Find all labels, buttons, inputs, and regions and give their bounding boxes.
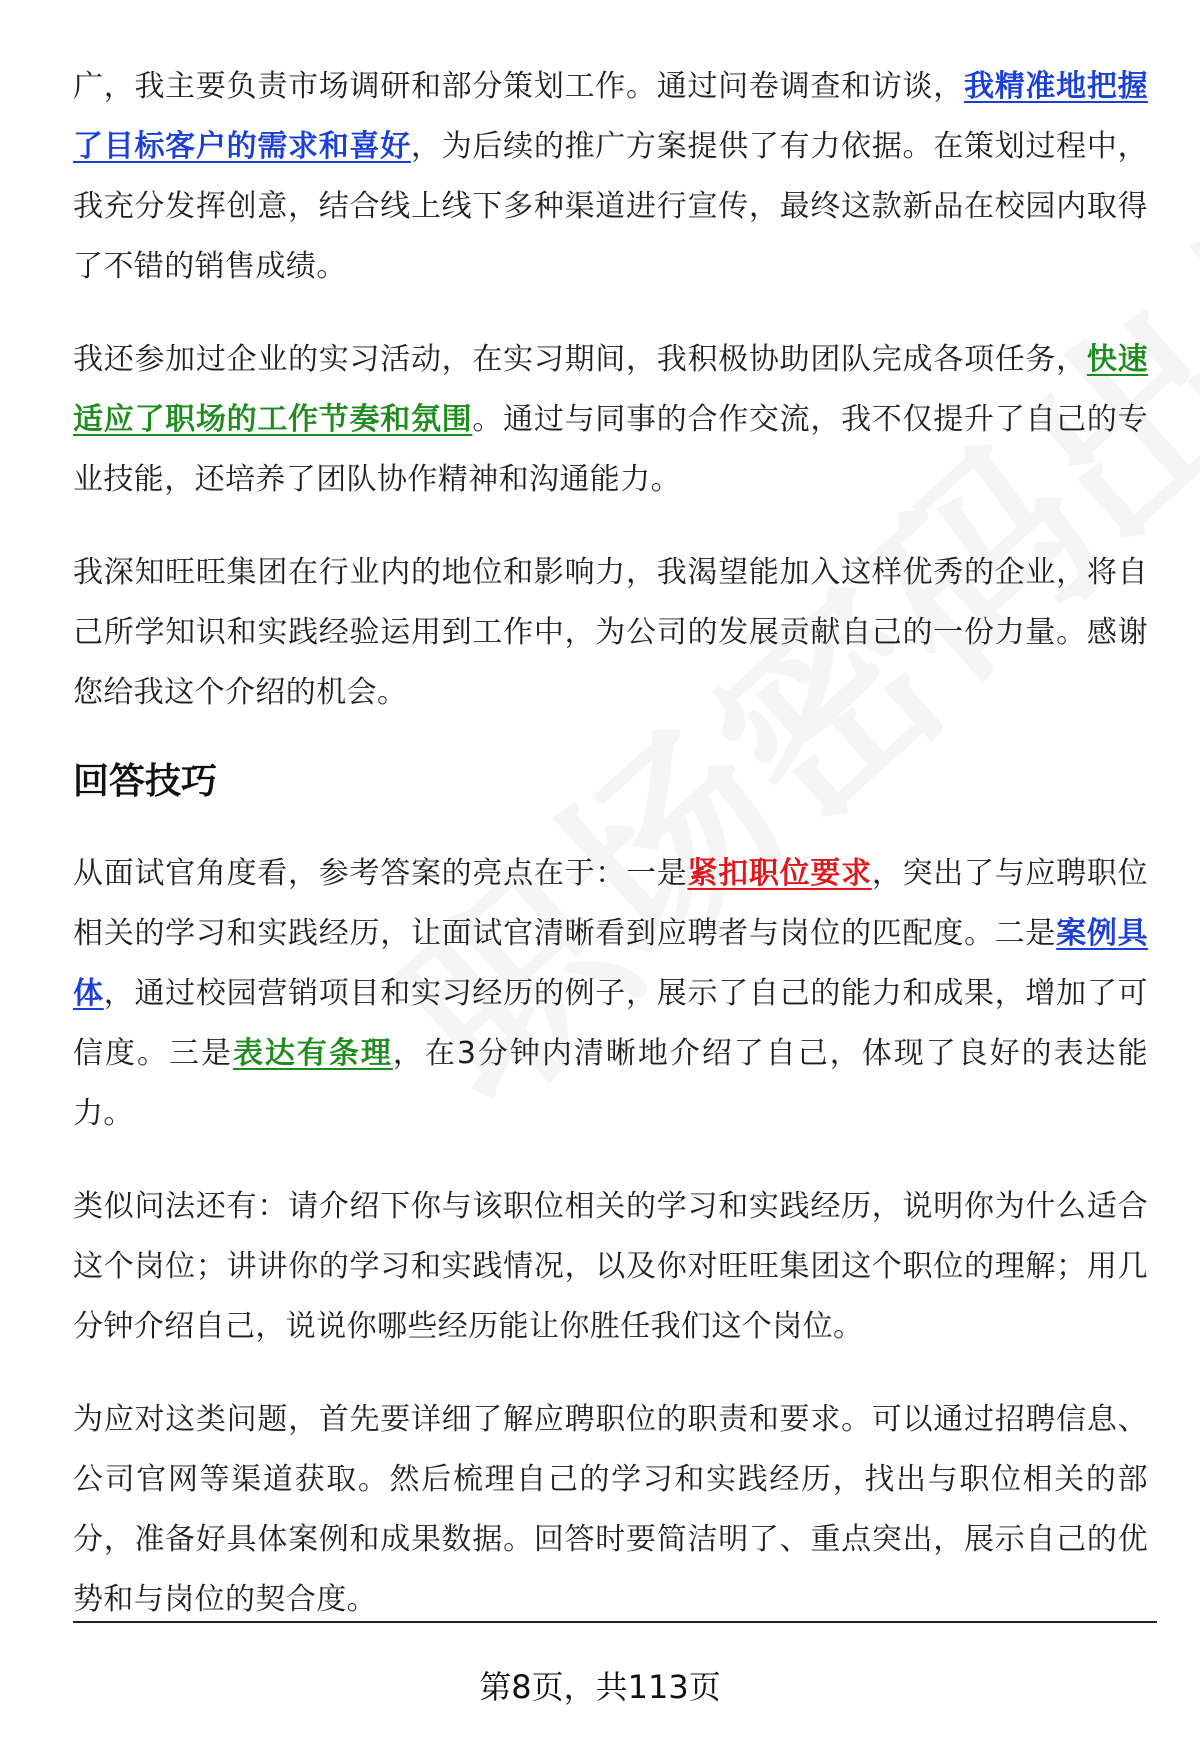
tips-paragraphs <box>73 844 1148 1630</box>
footer-divider <box>73 1621 1157 1623</box>
paragraph-text: 我深知旺旺集团在行业内的地位和影响力，我渴望能加入这样优秀的企业，将自己所学知识和实践经验运用到工作中，为公司的发展贡献自己的一份力量。感谢您给我这个介绍的机会。 <box>73 555 1148 710</box>
tips-paragraph <box>73 1390 1148 1630</box>
answer-paragraph <box>73 330 1148 510</box>
paragraph-text: 类似问法还有：请介绍下你与该职位相关的学习和实践经历，说明你为什么适合这个岗位；讲讲你的学习和实践情况，以及你对旺旺集团这个职位的理解；用几分钟介绍自己，说说你哪些经历能让你胜任我们这个岗位。 <box>73 1189 1148 1344</box>
paragraph-text: 从面试官角度看，参考答案的亮点在于：一是 <box>73 856 688 891</box>
highlight-phrase: 案例具体 <box>73 916 1148 1011</box>
highlight-phrase: 紧扣职位要求 <box>687 856 872 891</box>
answer-paragraph <box>73 57 1148 297</box>
highlight-phrase: 表达有条理 <box>232 1036 393 1071</box>
highlight-phrase: 我精准地把握了目标客户的需求和喜好 <box>73 69 1148 164</box>
paragraph-text: 。通过与同事的合作交流，我不仅提升了自己的专业技能，还培养了团队协作精神和沟通能力。 <box>73 402 1148 497</box>
page-number: 第8页，共113页 <box>479 1668 721 1706</box>
document-body <box>73 57 1148 1663</box>
answer-paragraph <box>73 543 1148 723</box>
paragraph-text: ，为后续的推广方案提供了有力依据。在策划过程中，我充分发挥创意，结合线上线下多种渠道进行宣传，最终这款新品在校园内取得了不错的销售成绩。 <box>73 129 1148 284</box>
paragraph-text: 广，我主要负责市场调研和部分策划工作。通过问卷调查和访谈， <box>73 69 964 104</box>
answer-paragraphs <box>73 57 1148 723</box>
paragraph-text: ，在3分钟内清晰地介绍了自己，体现了良好的表达能力。 <box>73 1036 1149 1131</box>
tips-paragraph <box>73 844 1148 1144</box>
paragraph-text: ，通过校园营销项目和实习经历的例子，展示了自己的能力和成果，增加了可信度。三是 <box>73 976 1148 1071</box>
highlight-phrase: 快速适应了职场的工作节奏和氛围 <box>73 342 1148 437</box>
tips-paragraph <box>73 1177 1148 1357</box>
paragraph-text: 我还参加过企业的实习活动，在实习期间，我积极协助团队完成各项任务， <box>73 342 1087 377</box>
section-heading: 回答技巧 <box>73 761 218 802</box>
paragraph-text: ，突出了与应聘职位相关的学习和实践经历，让面试官清晰看到应聘者与岗位的匹配度。二是 <box>73 856 1148 951</box>
paragraph-text: 为应对这类问题，首先要详细了解应聘职位的职责和要求。可以通过招聘信息、公司官网等渠道获取。然后梳理自己的学习和实践经历，找出与职位相关的部分，准备好具体案例和成果数据。回答时要简洁明了、重点突出，展示自己的优势和与岗位的契合度。 <box>73 1402 1148 1617</box>
